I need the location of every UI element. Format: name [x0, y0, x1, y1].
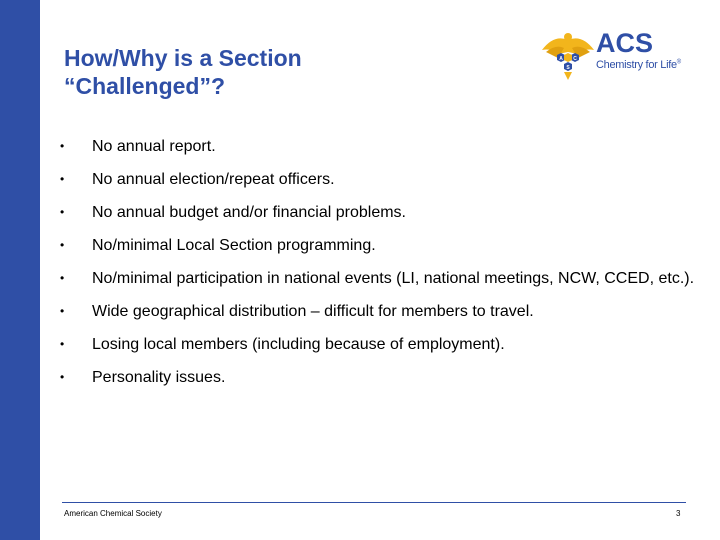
- slide-title-line-1: How/Why is a Section: [64, 45, 302, 71]
- bullet-text: No/minimal Local Section programming.: [92, 237, 376, 254]
- bullet-item: [60, 235, 700, 256]
- acs-eagle-emblem-icon: [540, 28, 596, 82]
- bullet-text: No annual budget and/or financial problems.: [92, 204, 406, 221]
- bullet-list: [60, 136, 700, 400]
- bullet-dot-icon: •: [60, 139, 65, 153]
- acs-logo: [540, 28, 692, 82]
- bullet-dot-icon: •: [60, 304, 65, 318]
- logo-hex-letter-a: A: [559, 56, 563, 62]
- bullet-item: [60, 202, 700, 223]
- bullet-dot-icon: •: [60, 337, 65, 351]
- logo-trademark: ®: [676, 59, 681, 66]
- bullet-text: No/minimal participation in national events (LI, national meetings, NCW, CCED, etc.).: [92, 270, 695, 287]
- bullet-text: Losing local members (including because of employment).: [92, 336, 505, 353]
- bullet-text: No annual election/repeat officers.: [92, 171, 335, 188]
- bullet-dot-icon: •: [60, 271, 65, 285]
- bullet-item: [60, 268, 700, 289]
- bullet-dot-icon: •: [60, 370, 65, 384]
- bullet-dot-icon: •: [60, 172, 65, 186]
- bullet-item: [60, 367, 700, 388]
- bullet-text: No annual report.: [92, 138, 216, 155]
- footer-page-number: 3: [676, 509, 681, 518]
- slide-title: [64, 44, 444, 100]
- bullet-item: [60, 136, 700, 157]
- bullet-item: [60, 334, 700, 355]
- bullet-item: [60, 301, 700, 322]
- slide-title-line-2: “Challenged”?: [64, 73, 226, 99]
- logo-wordmark: ACS: [596, 28, 654, 58]
- logo-hex-letter-c: C: [573, 56, 577, 62]
- bullet-item: [60, 169, 700, 190]
- logo-tagline: [596, 59, 681, 71]
- left-accent-bar: [0, 0, 40, 540]
- bullet-dot-icon: •: [60, 238, 65, 252]
- footer-divider: [62, 502, 686, 503]
- bullet-text: Wide geographical distribution – difficult for members to travel.: [92, 303, 534, 320]
- bullet-dot-icon: •: [60, 205, 65, 219]
- footer-organization: American Chemical Society: [64, 509, 162, 518]
- bullet-text: Personality issues.: [92, 369, 226, 386]
- logo-tagline-text: Chemistry for Life: [596, 59, 677, 71]
- logo-hex-letter-s: S: [566, 65, 570, 71]
